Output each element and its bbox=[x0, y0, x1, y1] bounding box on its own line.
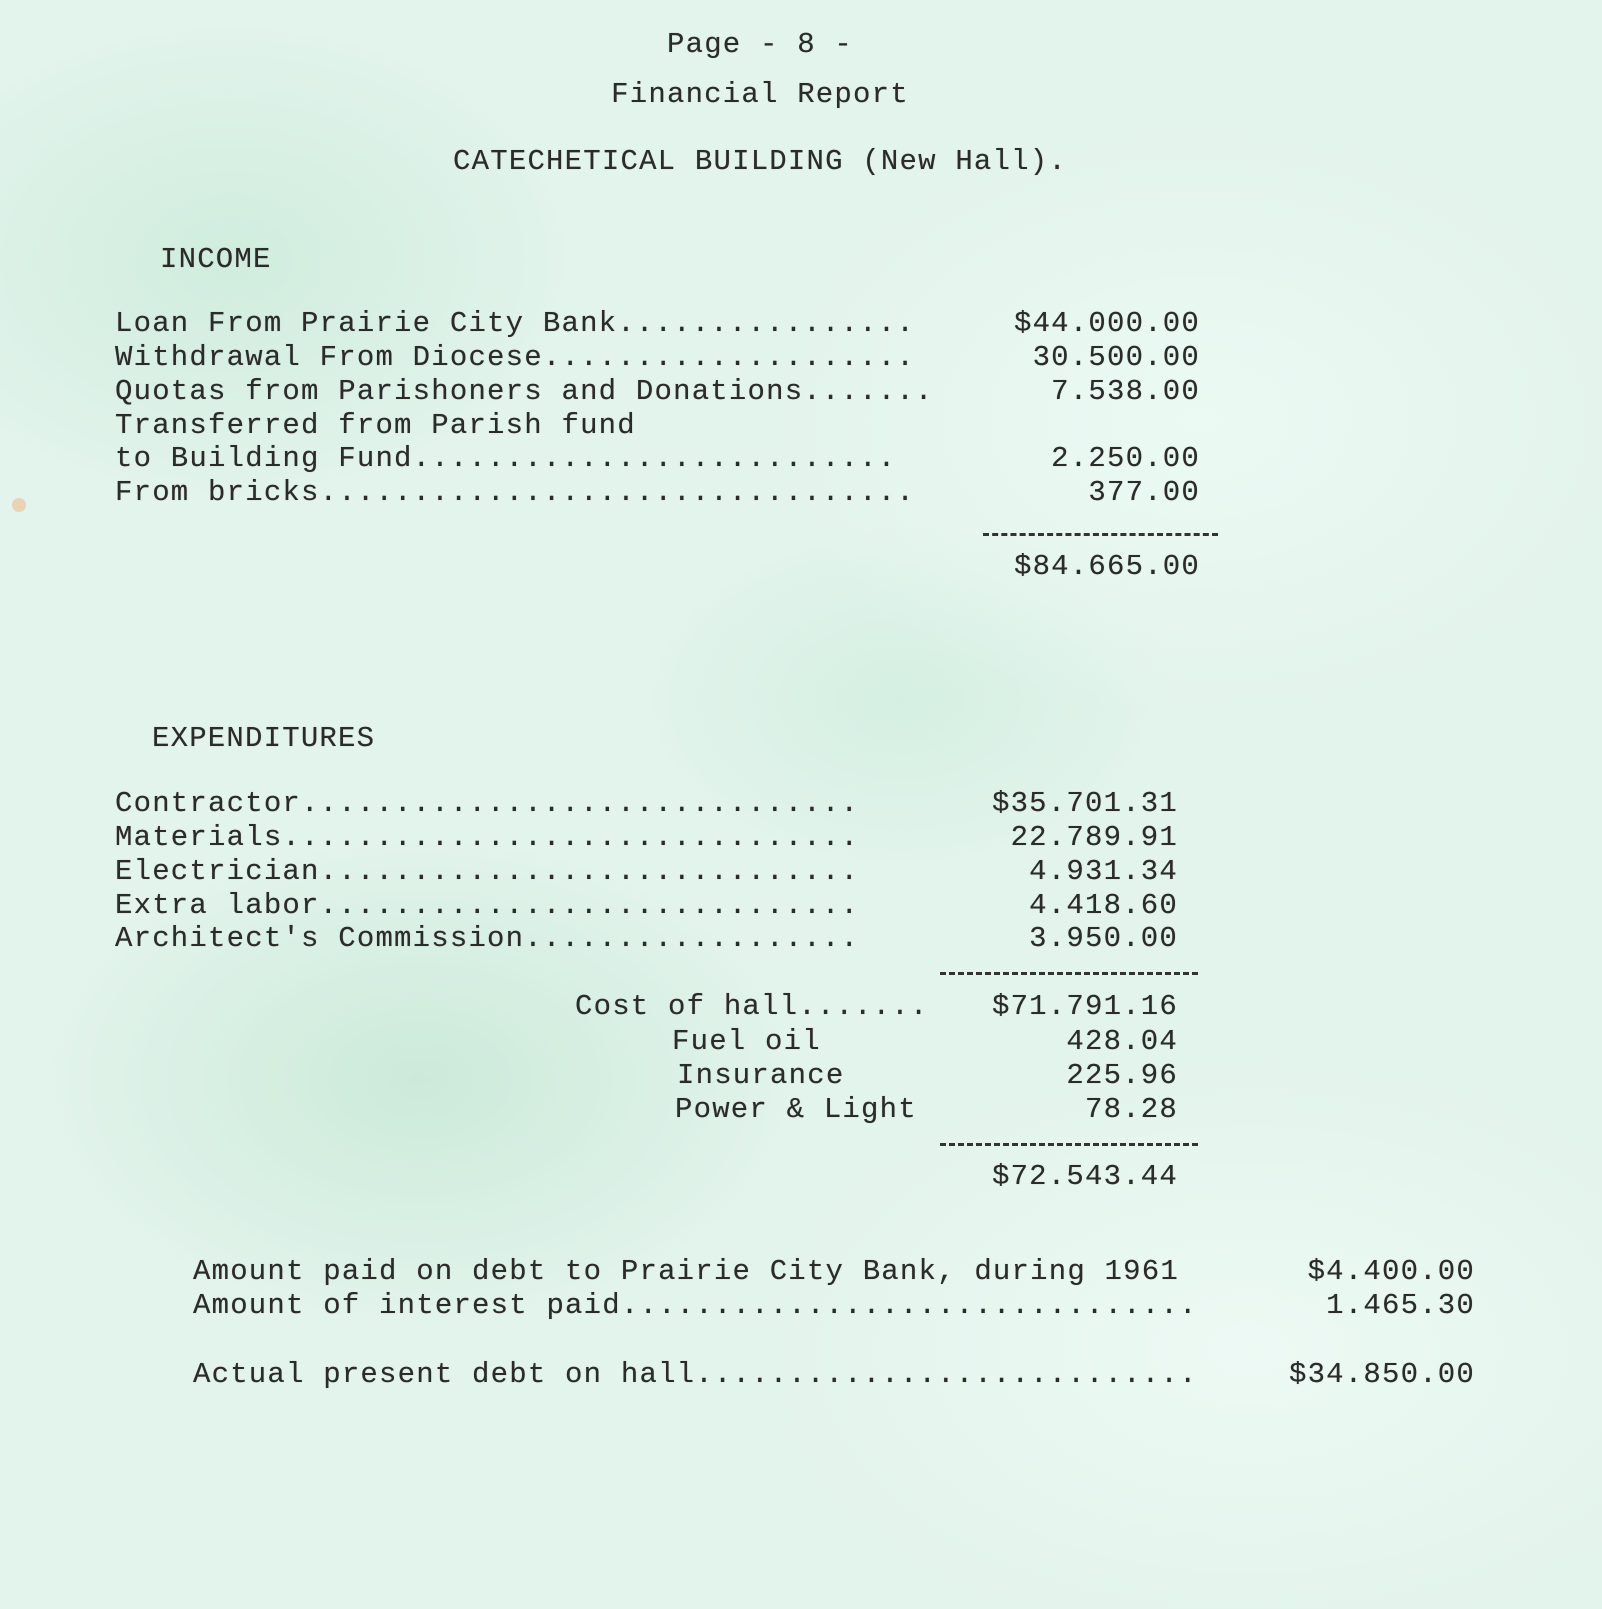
expenditure-label: Contractor.............................. bbox=[115, 787, 860, 820]
cost-of-hall-row bbox=[575, 990, 1178, 1024]
income-row bbox=[115, 341, 1200, 375]
income-amount: 30.500.00 bbox=[1032, 341, 1200, 374]
income-label: Transferred from Parish fund bbox=[115, 409, 636, 442]
expenditure-label: Materials............................... bbox=[115, 821, 860, 854]
extra-cost-label: Insurance bbox=[677, 1059, 845, 1092]
income-heading: INCOME bbox=[160, 243, 272, 276]
income-row bbox=[115, 409, 1200, 443]
extra-cost-row bbox=[677, 1059, 1178, 1093]
cost-of-hall-label: Cost of hall....... bbox=[575, 990, 929, 1023]
expenditure-total: $72.543.44 bbox=[991, 1160, 1178, 1193]
debt-paid-row bbox=[193, 1255, 1475, 1289]
expenditure-label: Extra labor............................. bbox=[115, 889, 860, 922]
expenditure-row bbox=[115, 922, 1178, 956]
extra-cost-label: Power & Light bbox=[675, 1093, 917, 1126]
page-number: Page - 8 - bbox=[666, 28, 854, 61]
income-row bbox=[115, 307, 1200, 341]
income-label: From bricks................................ bbox=[115, 476, 915, 509]
paper-stain bbox=[12, 498, 26, 512]
extra-cost-amount: 225.96 bbox=[1066, 1059, 1178, 1092]
debt-paid-label: Amount paid on debt to Prairie City Bank, during 1961 bbox=[193, 1255, 1179, 1288]
interest-label: Amount of interest paid............................... bbox=[193, 1289, 1198, 1322]
expenditure-row bbox=[115, 889, 1178, 923]
extra-cost-amount: 428.04 bbox=[1066, 1025, 1178, 1058]
expenditure-label: Electrician............................. bbox=[115, 855, 860, 888]
income-label: to Building Fund.......................... bbox=[115, 442, 897, 475]
income-label: Withdrawal From Diocese.................... bbox=[115, 341, 915, 374]
income-row bbox=[115, 375, 1200, 409]
building-title: CATECHETICAL BUILDING (New Hall). bbox=[453, 145, 1067, 178]
cost-of-hall-amount: $71.791.16 bbox=[991, 990, 1178, 1023]
income-label: Quotas from Parishoners and Donations....... bbox=[115, 375, 934, 408]
extra-cost-row bbox=[672, 1025, 1178, 1059]
present-debt-row bbox=[193, 1358, 1475, 1392]
expenditure-amount: $35.701.31 bbox=[991, 787, 1178, 820]
expenditure-row bbox=[115, 787, 1178, 821]
expenditure-subtotal-rule bbox=[940, 972, 1198, 975]
expenditure-amount: 3.950.00 bbox=[1029, 922, 1178, 955]
present-debt-label: Actual present debt on hall........................... bbox=[193, 1358, 1198, 1391]
income-row bbox=[115, 476, 1200, 510]
extra-cost-row bbox=[675, 1093, 1178, 1127]
interest-amount: 1.465.30 bbox=[1326, 1289, 1475, 1322]
expenditure-amount: 22.789.91 bbox=[1010, 821, 1178, 854]
income-amount: 377.00 bbox=[1088, 476, 1200, 509]
report-title: Financial Report bbox=[611, 78, 909, 111]
expenditure-total-rule bbox=[940, 1143, 1198, 1146]
interest-row bbox=[193, 1289, 1475, 1323]
income-label: Loan From Prairie City Bank................ bbox=[115, 307, 915, 340]
income-amount: $44.000.00 bbox=[1013, 307, 1200, 340]
income-total: $84.665.00 bbox=[1013, 550, 1200, 583]
expenditure-label: Architect's Commission.................. bbox=[115, 922, 860, 955]
income-row bbox=[115, 442, 1200, 476]
expenditure-row bbox=[115, 855, 1178, 889]
income-amount: 2.250.00 bbox=[1051, 442, 1200, 475]
income-total-rule bbox=[983, 533, 1218, 536]
expenditure-amount: 4.931.34 bbox=[1029, 855, 1178, 888]
present-debt-amount: $34.850.00 bbox=[1288, 1358, 1475, 1391]
expenditure-row bbox=[115, 821, 1178, 855]
expenditure-amount: 4.418.60 bbox=[1029, 889, 1178, 922]
extra-cost-amount: 78.28 bbox=[1084, 1093, 1178, 1126]
expenditures-heading: EXPENDITURES bbox=[152, 722, 376, 755]
debt-paid-amount: $4.400.00 bbox=[1307, 1255, 1475, 1288]
extra-cost-label: Fuel oil bbox=[672, 1025, 821, 1058]
income-amount: 7.538.00 bbox=[1051, 375, 1200, 408]
